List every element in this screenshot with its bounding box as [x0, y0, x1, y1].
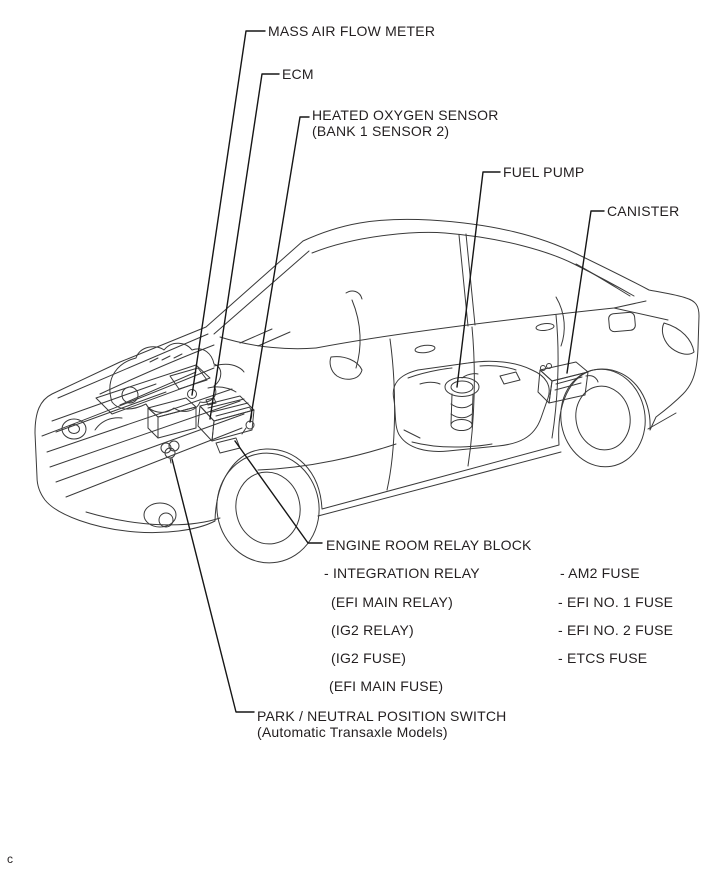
front-door-handle	[415, 344, 436, 354]
leader-mass-air-flow-meter	[192, 31, 265, 395]
car-body-outline	[35, 219, 699, 532]
rear-lamp	[662, 323, 694, 354]
rear-door-handle	[536, 323, 555, 332]
leader-park-neutral-position-switch	[172, 459, 254, 712]
label-integration-relay: - INTEGRATION RELAY	[324, 565, 480, 581]
front-wheel	[208, 445, 328, 571]
label-efi-main-fuse: (EFI MAIN FUSE)	[329, 678, 444, 694]
label-mass-air-flow-meter: MASS AIR FLOW METER	[268, 23, 436, 39]
side-mirror	[330, 357, 362, 380]
label-canister: CANISTER	[607, 203, 680, 219]
label-ig2-fuse: (IG2 FUSE)	[331, 650, 407, 666]
park-neutral-switch-drawing	[161, 441, 179, 463]
label-heated-oxygen-sensor: HEATED OXYGEN SENSOR	[312, 107, 499, 123]
leader-heated-oxygen-sensor	[250, 117, 309, 422]
label-park-neutral-position-switch-sub: (Automatic Transaxle Models)	[257, 724, 448, 740]
leader-ecm	[210, 74, 279, 419]
mass-air-flow-meter-drawing	[170, 368, 207, 399]
rear-wheel	[553, 362, 653, 473]
leader-canister	[567, 211, 604, 373]
label-etcs-fuse: - ETCS FUSE	[558, 650, 648, 666]
label-engine-room-relay-block: ENGINE ROOM RELAY BLOCK	[326, 537, 532, 553]
label-efi-no1-fuse: - EFI NO. 1 FUSE	[558, 594, 674, 610]
label-efi-no2-fuse: - EFI NO. 2 FUSE	[558, 622, 674, 638]
fuel-filler-door	[608, 312, 635, 332]
label-am2-fuse: - AM2 FUSE	[560, 565, 640, 581]
page-footer-char: c	[7, 852, 13, 866]
label-ig2-relay: (IG2 RELAY)	[331, 622, 414, 638]
label-ecm: ECM	[282, 66, 314, 82]
label-fuel-pump: FUEL PUMP	[503, 164, 585, 180]
label-heated-oxygen-sensor-sub: (BANK 1 SENSOR 2)	[312, 123, 450, 139]
seat-hint	[352, 300, 360, 368]
label-park-neutral-position-switch: PARK / NEUTRAL POSITION SWITCH	[257, 708, 507, 724]
label-efi-main-relay: (EFI MAIN RELAY)	[331, 594, 453, 610]
